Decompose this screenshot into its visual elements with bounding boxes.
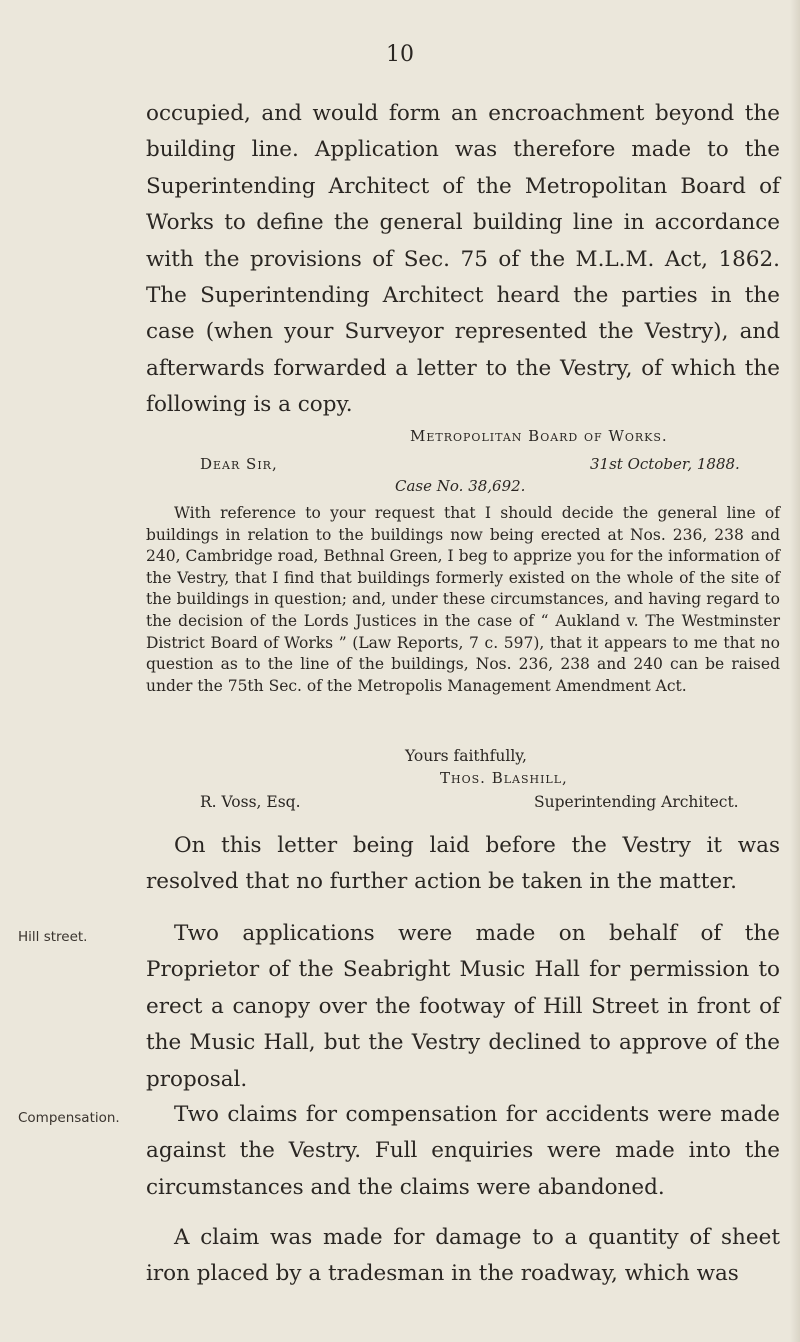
letter-signer: Thos. Blashill, bbox=[440, 769, 568, 787]
paragraph-text: A claim was made for damage to a quantity of sheet iron placed by a tradesman in the roadway, which was bbox=[146, 1225, 780, 1287]
letter-heading: Metropolitan Board of Works. bbox=[410, 427, 668, 445]
letter-date: 31st October, 1888. bbox=[590, 455, 740, 473]
margin-note-hill-street: Hill street. bbox=[18, 929, 88, 945]
page-edge-shadow bbox=[790, 0, 800, 1342]
damage-claim-paragraph bbox=[146, 1220, 780, 1293]
paragraph-text: occupied, and would form an encroachment beyond the building line. Application was therefore made to the Superintending Architect of the Metropolitan Board of Works to define the general building line in accordance with the provisions of Sec. 75 of the M.L.M. Act, 1862. The Superintending Architect heard the parties in the case (when your Surveyor represented the Vestry), and afterwards forwarded a letter to the Vestry, of which the following is a copy. bbox=[146, 101, 780, 418]
paragraph-text: On this letter being laid before the Vestry it was resolved that no further action be taken in the matter. bbox=[146, 833, 780, 895]
resolution-paragraph bbox=[146, 828, 780, 901]
paragraph-text: Two claims for compensation for accidents were made against the Vestry. Full enquiries were made into the circumstances and the claims were abandoned. bbox=[146, 1102, 780, 1200]
letter-closing: Yours faithfully, bbox=[405, 747, 527, 765]
page-number: 10 bbox=[386, 42, 414, 67]
opening-paragraph bbox=[146, 96, 780, 424]
letter-salutation: Dear Sir, bbox=[200, 455, 278, 473]
letter-body bbox=[146, 503, 780, 697]
margin-note-compensation: Compensation. bbox=[18, 1110, 120, 1126]
letter-body-text: With reference to your request that I should decide the general line of buildings in relation to the buildings now being erected at Nos. 236, 238 and 240, Cambridge road, Bethnal Green, I beg to apprize you for the information of the Vestry, that I find that buildings formerly existed on the whole of the site of the buildings in question; and, under these circumstances, and having regard to the decision of the Lords Justices in the case of “ Aukland v. The Westminster District Board of Works ” (Law Reports, 7 c. 597), that it appears to me that no question as to the line of the buildings, Nos. 236, 238 and 240 can be raised under the 75th Sec. of the Metropolis Management Amendment Act. bbox=[146, 504, 780, 695]
letter-case-number: Case No. 38,692. bbox=[395, 477, 526, 495]
letter-signer-title: Superintending Architect. bbox=[534, 793, 739, 811]
paragraph-text: Two applications were made on behalf of the Proprietor of the Seabright Music Hall for permission to erect a canopy over the footway of Hill Street in front of the Music Hall, but the Vestry declined to approve of the proposal. bbox=[146, 921, 780, 1092]
hill-street-paragraph bbox=[146, 916, 780, 1098]
compensation-paragraph bbox=[146, 1097, 780, 1206]
letter-addressee: R. Voss, Esq. bbox=[200, 793, 301, 811]
